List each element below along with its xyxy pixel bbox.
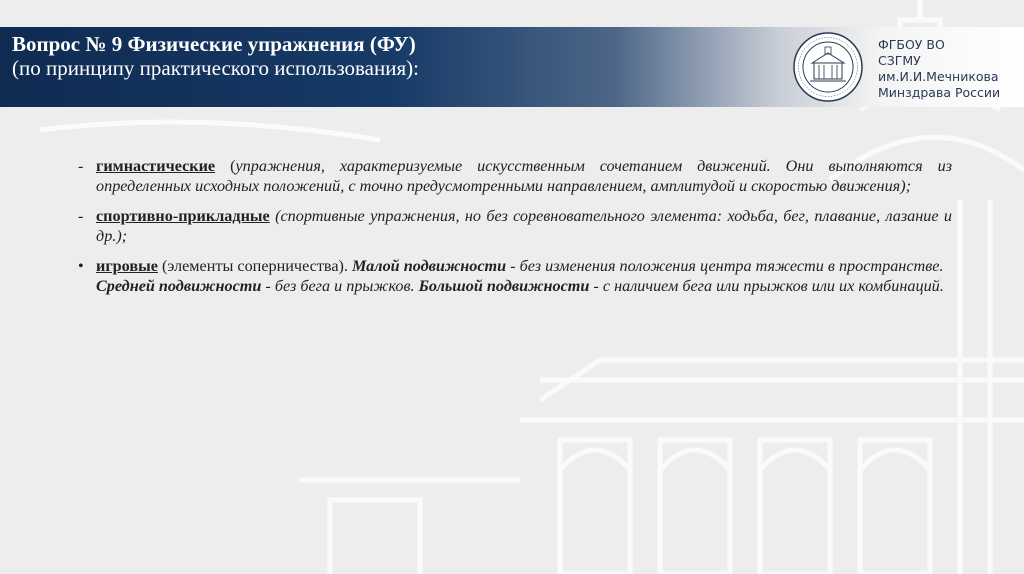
desc-games-4: - с наличием бега или прыжков или их комбинаций. — [593, 277, 944, 295]
desc-gymnastic: упражнения, характеризуемые искусственным сочетанием движений. Они выполняются из определенных исходных положений, с точно предусмотренными направлением, амплитудой и скоростью движения); — [96, 157, 953, 195]
list-marker: - — [78, 157, 84, 175]
title-line-2: (по принципу практического использования): — [12, 56, 419, 80]
content-list — [78, 156, 952, 306]
term-low-mobility: Малой подвижности — [352, 257, 507, 275]
desc-games-3: - без бега и прыжков. — [265, 277, 415, 295]
desc-games-1: (элементы соперничества). — [161, 257, 348, 275]
org-line-4: Минздрава России — [878, 85, 1001, 100]
org-line-2: СЗГМУ — [878, 53, 921, 68]
term-games: игровые — [96, 257, 158, 275]
desc-games-2: - без изменения положения центра тяжести в пространстве. — [510, 257, 944, 275]
organization-name — [878, 37, 1018, 101]
term-gymnastic: гимнастические — [96, 157, 216, 175]
list-item-sport-applied — [78, 206, 952, 246]
list-marker: • — [78, 257, 84, 275]
term-high-mobility: Большой подвижности — [418, 277, 590, 295]
org-line-1: ФГБОУ ВО — [878, 37, 945, 52]
term-sport-applied: спортивно-прикладные — [96, 207, 270, 225]
university-seal-icon — [792, 31, 864, 103]
open-paren: ( — [230, 157, 236, 175]
list-item-gymnastic — [78, 156, 952, 196]
desc-sport-applied: (спортивные упражнения, но без соревновательного элемента: ходьба, бег, плавание, лазание и др.); — [96, 207, 953, 245]
page-title — [12, 32, 732, 80]
list-marker: - — [78, 207, 84, 225]
title-line-1: Вопрос № 9 Физические упражнения (ФУ) — [12, 32, 416, 56]
term-mid-mobility: Средней подвижности — [96, 277, 262, 295]
list-item-games — [78, 256, 952, 296]
org-line-3: им.И.И.Мечникова — [878, 69, 999, 84]
